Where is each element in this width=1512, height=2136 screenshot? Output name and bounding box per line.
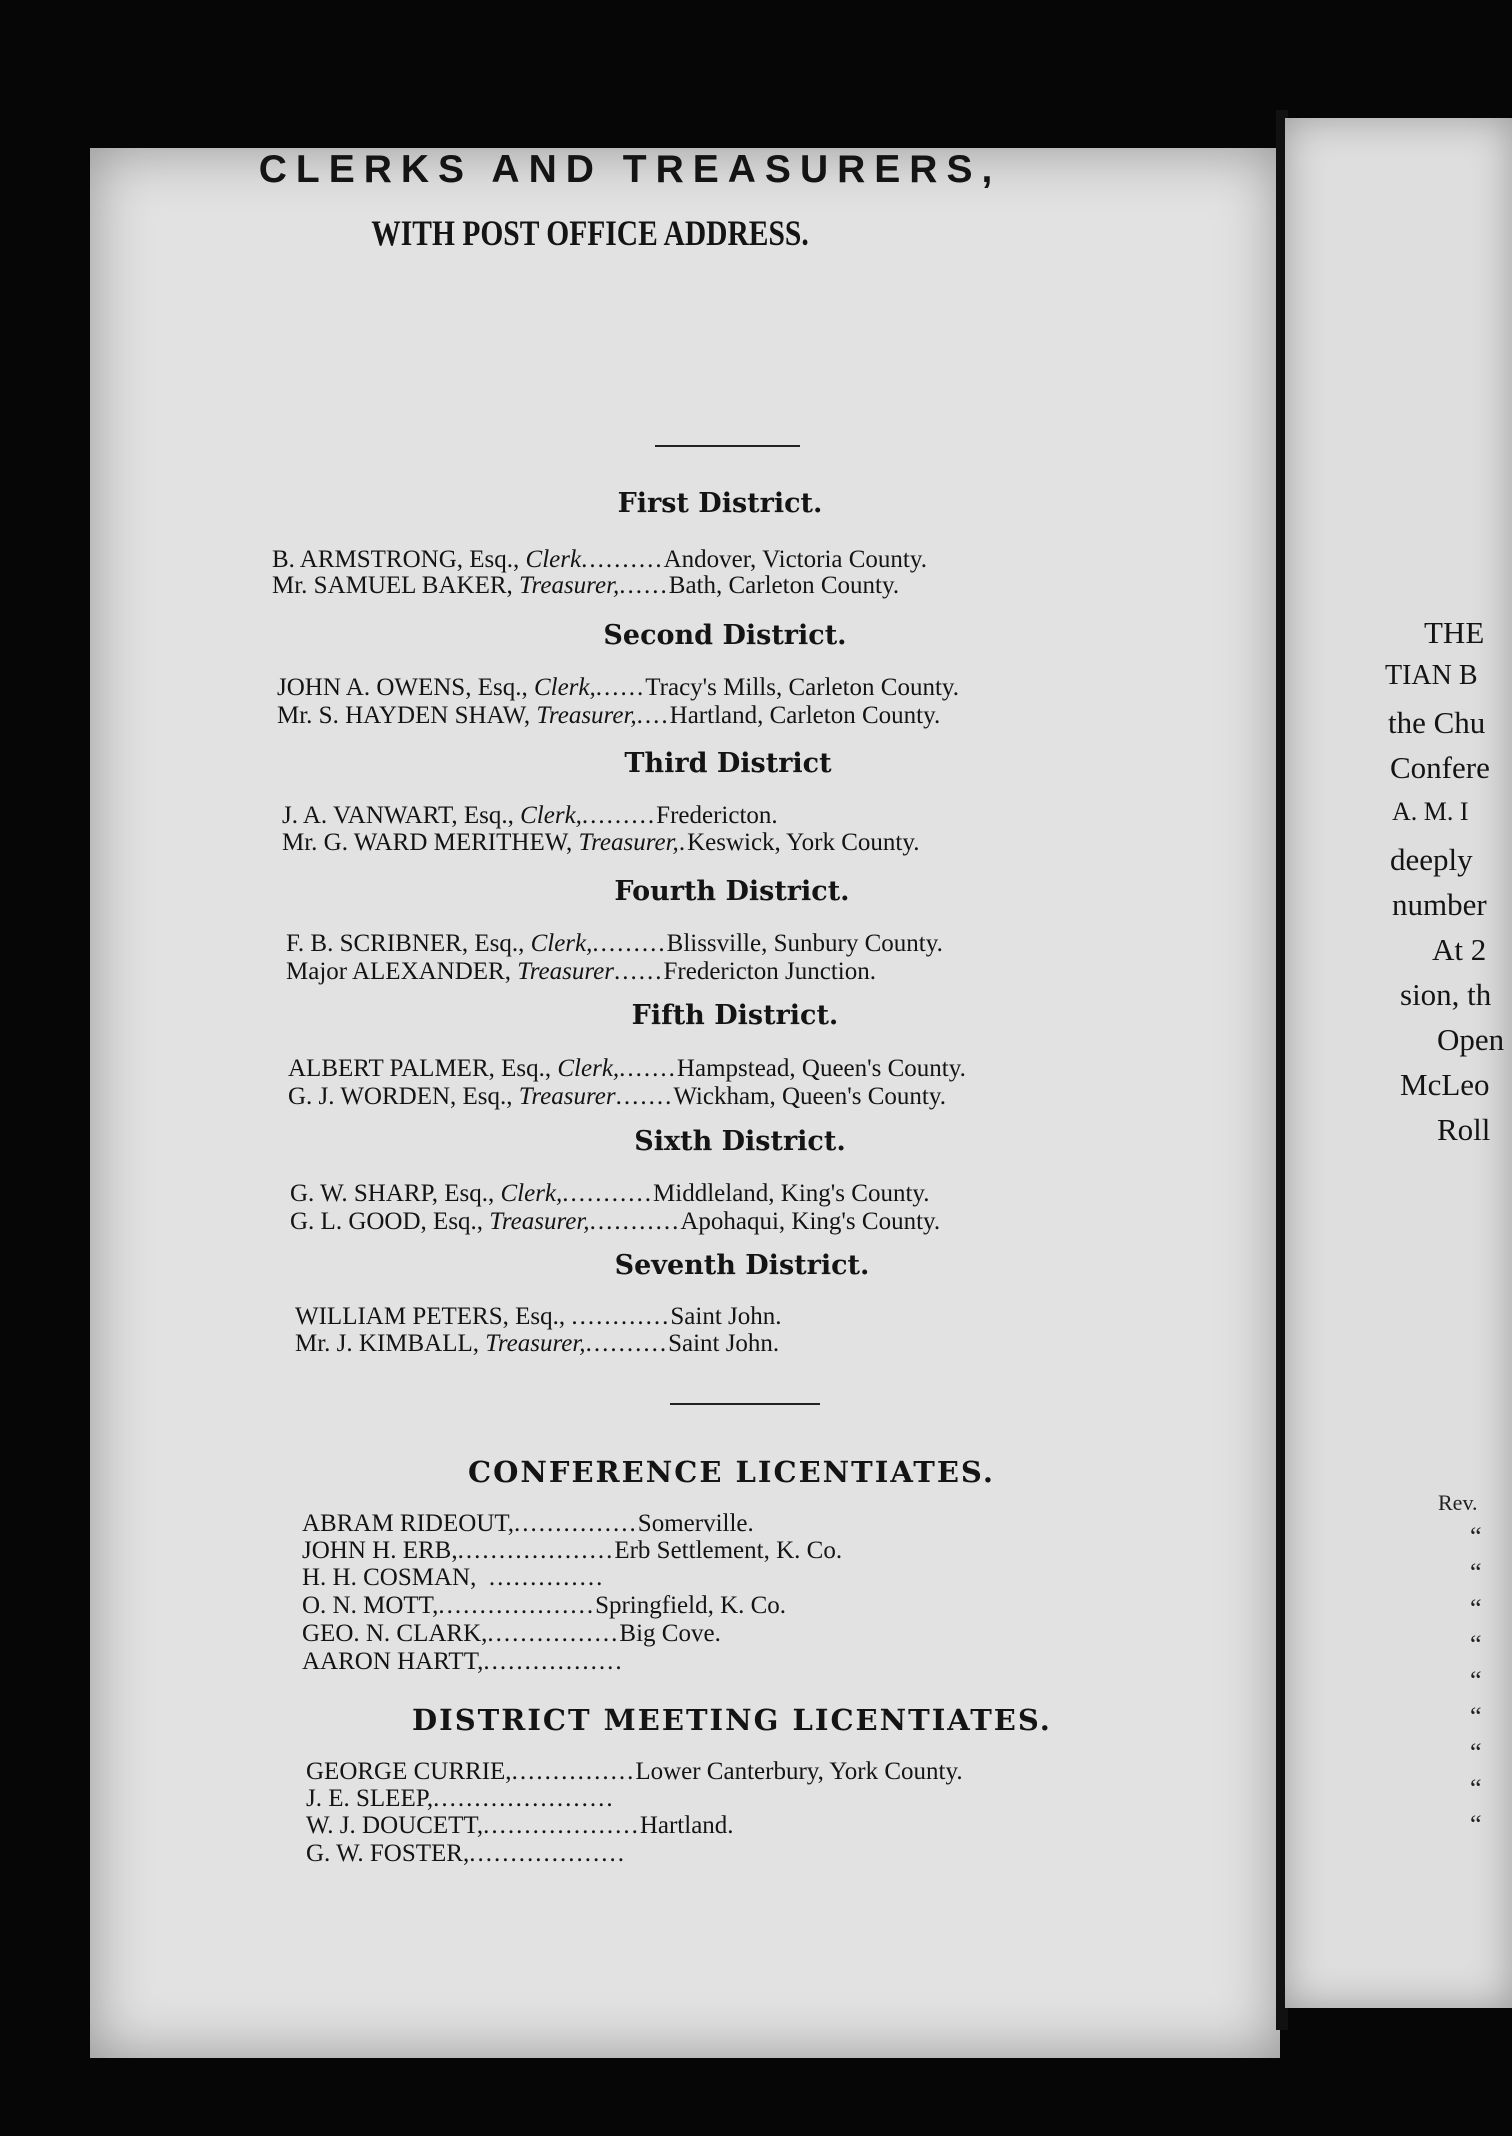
licentiate-entry: [302, 1564, 604, 1592]
entry-dots: ...............: [511, 1758, 636, 1785]
entry-address: Blissville, Sunbury County.: [666, 930, 943, 957]
entry-address: Fredericton.: [656, 802, 778, 829]
district-heading: Seventh District.: [614, 1250, 870, 1281]
entry-role: Treasurer,: [485, 1330, 586, 1357]
ditto-mark: “: [1470, 1522, 1482, 1551]
ditto-mark: “: [1470, 1558, 1482, 1587]
entry-address: Keswick, York County.: [687, 829, 920, 856]
entry-dots: ..............: [488, 1564, 605, 1591]
right-page-line: THE: [1424, 615, 1485, 650]
entry-name: J. E. SLEEP,: [306, 1785, 434, 1812]
entry-role: Clerk,: [520, 802, 582, 829]
entry-name: G. L. GOOD, Esq.,: [290, 1208, 484, 1235]
entry-address: Tracy's Mills, Carleton County.: [645, 674, 960, 701]
entry-dots: ...................: [483, 1812, 640, 1839]
entry-role: Treasurer,: [519, 572, 620, 599]
right-page-rev-label: Rev.: [1438, 1490, 1478, 1515]
entry-name: Mr. S. HAYDEN SHAW,: [277, 702, 531, 729]
district-entry: [286, 958, 876, 986]
entry-address: Springfield, K. Co.: [595, 1592, 787, 1619]
entry-dots: .........: [581, 802, 657, 829]
entry-dots: ......: [595, 674, 646, 701]
district-meeting-licentiates-heading: DISTRICT MEETING LICENTIATES.: [412, 1703, 1052, 1737]
district-heading: Second District.: [603, 620, 847, 651]
entry-name: Major ALEXANDER,: [286, 958, 511, 985]
entry-address: Hampstead, Queen's County.: [676, 1055, 966, 1082]
entry-address: Hartland, Carleton County.: [669, 702, 941, 729]
entry-dots: .................: [483, 1648, 624, 1675]
entry-role: Clerk: [525, 546, 582, 573]
right-page-line: TIAN B: [1385, 660, 1478, 691]
entry-dots: ...................: [469, 1840, 626, 1867]
entry-name: Mr. J. KIMBALL,: [295, 1330, 480, 1357]
entry-name: JOHN A. OWENS, Esq.,: [277, 674, 528, 701]
entry-address: Somerville.: [637, 1510, 754, 1537]
section-divider: [670, 1403, 820, 1405]
right-page-line: Roll: [1437, 1112, 1491, 1147]
conference-licentiates-heading: CONFERENCE LICENTIATES.: [468, 1455, 995, 1489]
entry-address: Lower Canterbury, York County.: [635, 1758, 963, 1785]
ditto-mark: “: [1470, 1702, 1482, 1731]
entry-dots: ....: [636, 702, 670, 729]
entry-dots: .: [678, 829, 688, 856]
entry-dots: ...........: [589, 1208, 681, 1235]
entry-name: GEO. N. CLARK,: [302, 1620, 488, 1647]
right-page-line: Confere: [1390, 750, 1490, 785]
entry-name: H. H. COSMAN,: [302, 1564, 477, 1591]
entry-role: Clerk,: [530, 930, 593, 957]
entry-address: Middleland, King's County.: [653, 1180, 930, 1207]
district-entry: [288, 1055, 966, 1083]
entry-name: Mr. G. WARD MERITHEW,: [282, 829, 573, 856]
ditto-mark: “: [1470, 1738, 1482, 1767]
district-entry: [286, 930, 943, 958]
right-page-line: McLeo: [1400, 1067, 1490, 1102]
entry-role: Treasurer,: [578, 829, 679, 856]
licentiate-entry: [302, 1648, 624, 1676]
entry-dots: ................: [487, 1620, 620, 1647]
entry-role: Clerk,: [500, 1180, 563, 1207]
entry-dots: ...............: [514, 1510, 638, 1537]
right-page-line: the Chu: [1388, 705, 1486, 740]
district-heading: Third District: [624, 748, 832, 779]
entry-name: J. A. VANWART, Esq.,: [282, 802, 514, 829]
district-heading: Sixth District.: [634, 1126, 846, 1157]
entry-dots: ...........: [562, 1180, 654, 1207]
entry-name: B. ARMSTRONG, Esq.,: [272, 546, 520, 573]
licentiate-entry: [306, 1840, 626, 1868]
entry-name: O. N. MOTT,: [302, 1592, 439, 1619]
entry-dots: ...................: [457, 1537, 615, 1564]
district-entry: [282, 802, 778, 830]
entry-dots: .........: [592, 930, 667, 957]
entry-name: W. J. DOUCETT,: [306, 1812, 484, 1839]
district-entry: [290, 1180, 930, 1208]
ditto-mark: “: [1470, 1774, 1482, 1803]
entry-role: Treasurer: [518, 1083, 616, 1110]
licentiate-entry: [306, 1758, 963, 1786]
entry-dots: ...................: [438, 1592, 596, 1619]
entry-address: Big Cove.: [619, 1620, 721, 1647]
entry-dots: ......: [614, 958, 664, 985]
entry-dots: ..........: [581, 546, 664, 573]
right-page-line: At 2: [1432, 932, 1487, 967]
entry-role: Treasurer,: [489, 1208, 590, 1235]
entry-name: WILLIAM PETERS, Esq.,: [295, 1303, 566, 1330]
entry-address: Wickham, Queen's County.: [673, 1083, 946, 1110]
district-heading: First District.: [617, 488, 823, 519]
right-page-line: Open: [1437, 1022, 1505, 1057]
district-heading: Fourth District.: [614, 876, 850, 907]
ditto-mark: “: [1470, 1666, 1482, 1695]
entry-name: Mr. SAMUEL BAKER,: [272, 572, 513, 599]
entry-address: Apohaqui, King's County.: [680, 1208, 941, 1235]
licentiate-entry: [302, 1510, 754, 1538]
district-entry: [282, 829, 919, 857]
right-page-line: A. M. I: [1392, 797, 1469, 826]
district-entry: [272, 572, 899, 600]
ditto-mark: “: [1470, 1630, 1482, 1659]
entry-dots: ............: [571, 1303, 671, 1330]
entry-name: AARON HARTT,: [302, 1648, 484, 1675]
entry-name: GEORGE CURRIE,: [306, 1758, 512, 1785]
entry-address: Saint John.: [670, 1303, 782, 1330]
entry-dots: ..........: [585, 1330, 669, 1357]
entry-address: Andover, Victoria County.: [663, 546, 927, 573]
entry-address: Saint John.: [668, 1330, 780, 1357]
entry-dots: ......................: [433, 1785, 615, 1812]
entry-name: G. W. FOSTER,: [306, 1840, 470, 1867]
right-page-line: number: [1392, 887, 1487, 922]
district-entry: [295, 1303, 782, 1331]
entry-name: ALBERT PALMER, Esq.,: [288, 1055, 552, 1082]
entry-name: ABRAM RIDEOUT,: [302, 1510, 515, 1537]
licentiate-entry: [306, 1785, 615, 1813]
entry-dots: ......: [619, 572, 669, 599]
entry-name: F. B. SCRIBNER, Esq.,: [286, 930, 525, 957]
title-divider: [655, 445, 800, 447]
district-entry: [288, 1083, 946, 1111]
entry-role: Clerk,: [533, 674, 596, 701]
entry-address: Erb Settlement, K. Co.: [614, 1537, 843, 1564]
licentiate-entry: [302, 1537, 842, 1565]
entry-name: JOHN H. ERB,: [302, 1537, 458, 1564]
entry-dots: .......: [615, 1083, 674, 1110]
district-entry: [295, 1330, 779, 1358]
ditto-mark: “: [1470, 1594, 1482, 1623]
page-subtitle: WITH POST OFFICE ADDRESS.: [371, 213, 809, 253]
entry-name: G. W. SHARP, Esq.,: [290, 1180, 495, 1207]
licentiate-entry: [306, 1812, 734, 1840]
district-entry: [277, 702, 940, 730]
ditto-mark: “: [1470, 1810, 1482, 1839]
entry-role: Treasurer,: [536, 702, 637, 729]
licentiate-entry: [302, 1620, 721, 1648]
entry-name: G. J. WORDEN, Esq.,: [288, 1083, 513, 1110]
entry-address: Hartland.: [639, 1812, 734, 1839]
district-entry: [290, 1208, 940, 1236]
district-entry: [272, 546, 927, 574]
district-entry: [277, 674, 959, 702]
licentiate-entry: [302, 1592, 786, 1620]
district-heading: Fifth District.: [631, 1000, 839, 1031]
right-page-line: deeply: [1390, 842, 1473, 877]
entry-address: Fredericton Junction.: [663, 958, 876, 985]
right-page-line: sion, th: [1400, 977, 1492, 1012]
entry-role: Clerk,: [557, 1055, 620, 1082]
entry-role: Treasurer: [517, 958, 615, 985]
entry-dots: .......: [619, 1055, 677, 1082]
entry-address: Bath, Carleton County.: [668, 572, 900, 599]
page-title: CLERKS AND TREASURERS,: [258, 148, 1002, 191]
